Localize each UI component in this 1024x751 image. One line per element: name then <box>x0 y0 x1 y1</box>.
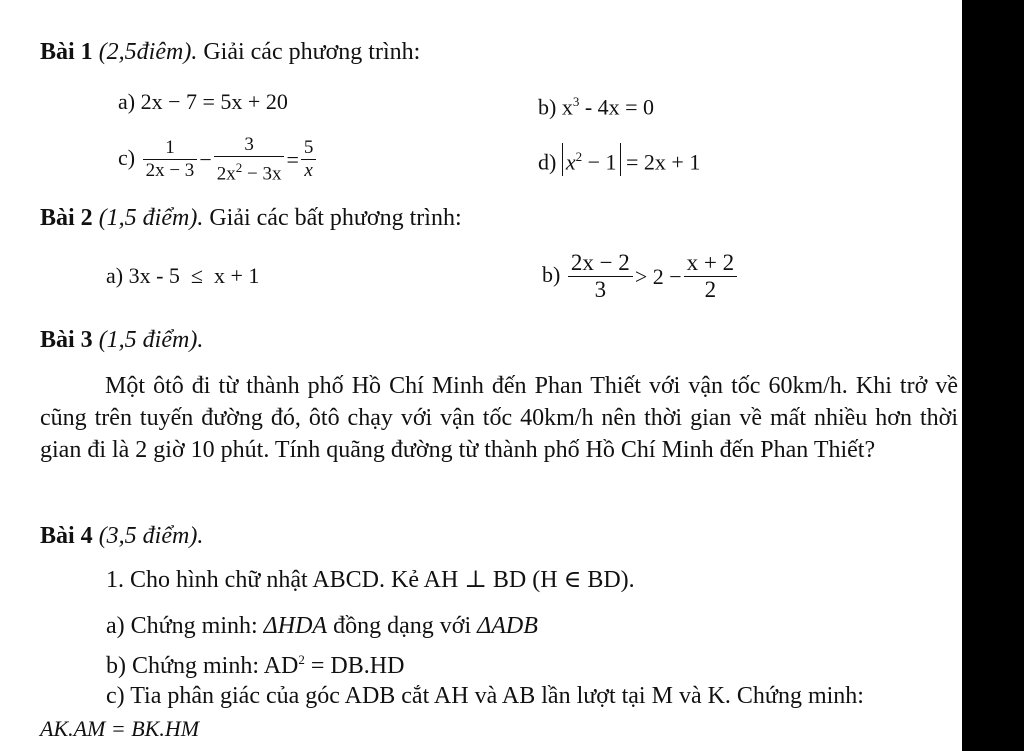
bai1-c-fraction-3 <box>301 137 317 182</box>
bai1-title: Bài 1 <box>40 39 93 65</box>
bai1-d-label: d) <box>538 149 557 175</box>
bai3-text: Một ôtô đi từ thành phố Hồ Chí Minh đến Phan Thiết với vận tốc 60km/h. Khi trở về cũng trên tuyến đường đó, ôtô chạy với vận tốc 40km/h nên thời gian về mất nhiều hơn thời gian đi là 2 giờ 10 phút. Tính quãng đường từ thành phố Hồ Chí Minh đến Phan Thiết? <box>40 373 958 463</box>
bai1-c-f1-num: 1 <box>143 137 198 160</box>
bai4-title: Bài 4 <box>40 523 93 549</box>
bai1-d <box>538 143 700 176</box>
bai1-b-label: b) <box>538 94 557 120</box>
bai2-b-fraction-1 <box>568 250 633 303</box>
bai2-b-f2-den: 2 <box>704 277 717 303</box>
bai2-a-inequality: 3x - 5 ≤ x + 1 <box>128 263 260 288</box>
bai3-heading <box>40 326 203 354</box>
bai1-b-base: x <box>561 94 573 120</box>
bai4-c-formula: AK.AM = BK.HM <box>40 716 200 741</box>
bai1-c-f2-num: 3 <box>214 134 285 157</box>
bai1-c <box>118 128 318 190</box>
bai2-heading <box>40 204 462 232</box>
bai2-b-fraction-2 <box>684 250 737 303</box>
right-black-bar <box>962 0 1024 751</box>
bai1-c-label: c) <box>118 145 136 170</box>
bai1-points: (2,5điêm). <box>98 39 198 65</box>
bai1-c-f2-den-b: − 3x <box>242 163 282 185</box>
bai1-c-f2-den <box>214 157 285 185</box>
bai4-a <box>106 612 538 640</box>
bai1-c-equals: = <box>286 146 299 172</box>
bai4-b-prefix: b) Chứng minh: AD <box>106 653 299 679</box>
bai1-a <box>118 88 288 116</box>
bai1-d-abs-base: x <box>565 149 576 175</box>
bai2-b-label: b) <box>542 262 561 287</box>
bai4-b-exp: 2 <box>298 652 305 667</box>
bai1-heading <box>40 38 420 66</box>
bai1-c-fraction-1 <box>143 137 198 182</box>
bai1-c-f3-den: x <box>304 160 313 182</box>
bai4-heading <box>40 522 203 550</box>
bai1-d-abs-exp: 2 <box>575 149 583 164</box>
bai4-item-1: 1. Cho hình chữ nhật ABCD. Kẻ AH ⊥ BD (H ∈ BD). <box>106 567 635 593</box>
bai2-b-f1-den: 3 <box>594 277 607 303</box>
bai4-c: c) Tia phân giác của góc ADB cắt AH và AB lần lượt tại M và K. Chứng minh: <box>106 683 864 709</box>
bai2-points: (1,5 điểm). <box>98 205 204 231</box>
bai2-a-label: a) <box>106 263 124 288</box>
bai2-b-mid: > 2 − <box>634 263 682 289</box>
bai4-a-mid: đồng dạng với <box>327 613 478 639</box>
bai4-points: (3,5 điểm). <box>98 523 204 549</box>
bai1-b-exp: 3 <box>572 94 580 109</box>
bai1-c-fraction-2 <box>214 134 285 185</box>
bai1-a-label: a) <box>118 89 136 114</box>
bai1-d-rhs: = 2x + 1 <box>626 149 701 175</box>
bai1-b-rest: - 4x = 0 <box>579 94 655 120</box>
bai4-b-rest: = DB.HD <box>304 653 405 679</box>
bai2-instruction: Giải các bất phương trình: <box>209 205 462 231</box>
bai1-c-f1-den: 2x − 3 <box>145 160 195 182</box>
bai4-a-triangle-1: ΔHDA <box>263 613 328 639</box>
bai1-c-f2-den-a: 2x <box>216 163 236 185</box>
bai4-a-prefix: a) Chứng minh: <box>106 613 264 639</box>
bai1-b <box>538 88 654 121</box>
bai4-a-triangle-2: ΔADB <box>477 613 538 639</box>
bai1-a-equation: 2x − 7 = 5x + 20 <box>140 89 288 114</box>
bai2-b-f2-num: x + 2 <box>684 250 737 277</box>
bai1-c-f3-num: 5 <box>301 137 317 160</box>
bai1-c-f2-den-exp: 2 <box>235 160 243 176</box>
bai1-d-abs <box>562 143 621 176</box>
bai2-title: Bài 2 <box>40 205 93 231</box>
bai2-a <box>106 262 259 290</box>
bai4-b <box>106 646 404 680</box>
bai2-b-f1-num: 2x − 2 <box>568 250 633 277</box>
bai1-d-abs-rest: − 1 <box>582 149 617 175</box>
bai3-title: Bài 3 <box>40 327 93 353</box>
bai1-c-minus: − <box>199 146 212 172</box>
bai2-b <box>542 244 739 308</box>
bai3-paragraph <box>40 370 958 466</box>
bai1-instruction: Giải các phương trình: <box>203 39 421 65</box>
bai3-points: (1,5 điểm). <box>98 327 204 353</box>
